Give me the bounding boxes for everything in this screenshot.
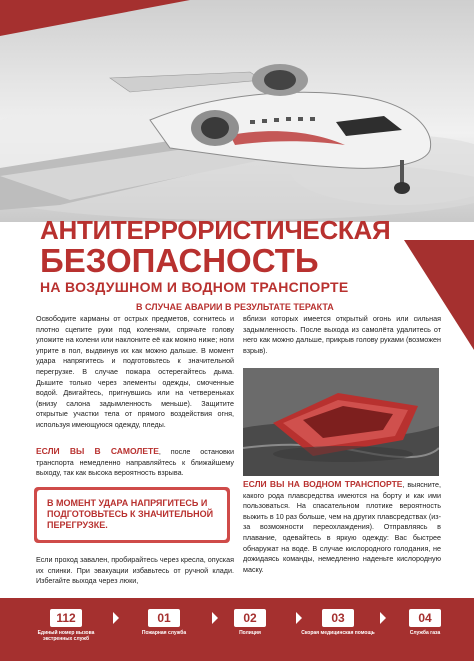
impact-alert-box bbox=[34, 487, 230, 543]
emergency-numbers-footer bbox=[0, 598, 474, 661]
plane-text: , после остановки транспорта немедленно направляйтесь к ближайшему выходу, так как высока вероятность взрыва. bbox=[36, 447, 234, 478]
footer-label: Скорая медицинская помощь bbox=[301, 630, 375, 636]
footer-item-02 bbox=[210, 609, 290, 636]
corner-decoration bbox=[0, 0, 190, 36]
evacuation-text-content: Если проход завален, пробирайтесь через кресла, опуская их спинки. При эвакуации избавьтесь от ручной клади. Избегайте выхода через люки, bbox=[36, 555, 234, 586]
evacuation-text bbox=[36, 555, 234, 587]
title-line-2: БЕЗОПАСНОСТЬ bbox=[40, 242, 319, 279]
life-raft-illustration bbox=[243, 368, 439, 476]
title-line-1: АНТИТЕРРОРИСТИЧЕСКАЯ bbox=[40, 215, 391, 245]
title-subtitle: НА ВОЗДУШНОМ И ВОДНОМ ТРАНСПОРТЕ bbox=[40, 279, 349, 295]
footer-label: Полиция bbox=[239, 630, 261, 636]
water-text: , выясните, какого рода плавсредства имеются на борту и как ими пользоваться. На спасательном плотике вероятность выжить в 10 раз больше, чем на других плавсредствах (из-за возможности переохлаждения). Отправляясь в плавание, одевайтесь в яркую одежду: Вас быстрее обнаружат на воде. В случае кислородного голодания, не дожидаясь команды, немедленно наденьте кислородную маску. bbox=[243, 480, 441, 574]
accident-instructions bbox=[36, 314, 234, 431]
footer-label: Пожарная служба bbox=[141, 630, 187, 636]
footer-label: Единый номер вызова экстренных служб bbox=[37, 630, 95, 642]
footer-number: 02 bbox=[234, 609, 266, 627]
accident-instructions-text: Освободите карманы от острых предметов, согнитесь и плотно сцепите руки под коленями, спрячьте голову уложите на колени или наклоните её как можно ниже; ноги уприте в пол, выдвинув их как можно дальше. В момент удара напрягитесь и подготовьтесь к значительной перегрузке. В случае пожара остерегайтесь дыма. Дышите только через элементы одежды, смоченные водой. Двигайтесь, пригнувшись или на четвереньках (внизу салона задымленность меньше). Защитите открытые участки тела от прямого воздействия огня, используя имеющуюся одежду, пледы. bbox=[36, 314, 234, 429]
airplane-hero-image bbox=[0, 0, 474, 222]
impact-alert-text: В МОМЕНТ УДАРА НАПРЯГИТЕСЬ И ПОДГОТОВЬТЕСЬ К ЗНАЧИТЕЛЬНОЙ ПЕРЕГРУЗКЕ. bbox=[37, 490, 227, 540]
exit-instructions bbox=[243, 314, 441, 356]
footer-item-04 bbox=[385, 609, 465, 636]
water-paragraph bbox=[243, 479, 441, 575]
life-raft-image bbox=[243, 368, 439, 476]
footer-number: 04 bbox=[409, 609, 441, 627]
exit-instructions-text: вблизи которых имеется открытый огонь или сильная задымленность. После выхода из самолёта удалитесь от него как можно дальше, прикрыв голову руками (возможен взрыв). bbox=[243, 314, 441, 355]
footer-number: 03 bbox=[322, 609, 354, 627]
accident-heading: В СЛУЧАЕ АВАРИИ В РЕЗУЛЬТАТЕ ТЕРАКТА bbox=[136, 302, 334, 312]
footer-item-03 bbox=[298, 609, 378, 636]
footer-number: 01 bbox=[148, 609, 180, 627]
plane-lead: ЕСЛИ ВЫ В САМОЛЕТЕ bbox=[36, 446, 159, 456]
arrow-icon bbox=[113, 612, 119, 624]
water-lead: ЕСЛИ ВЫ НА ВОДНОМ ТРАНСПОРТЕ bbox=[243, 479, 403, 489]
footer-item-112 bbox=[26, 609, 106, 642]
footer-label: Служба газа bbox=[409, 630, 441, 636]
footer-number: 112 bbox=[50, 609, 82, 627]
footer-item-01 bbox=[124, 609, 204, 636]
plane-paragraph bbox=[36, 446, 234, 479]
